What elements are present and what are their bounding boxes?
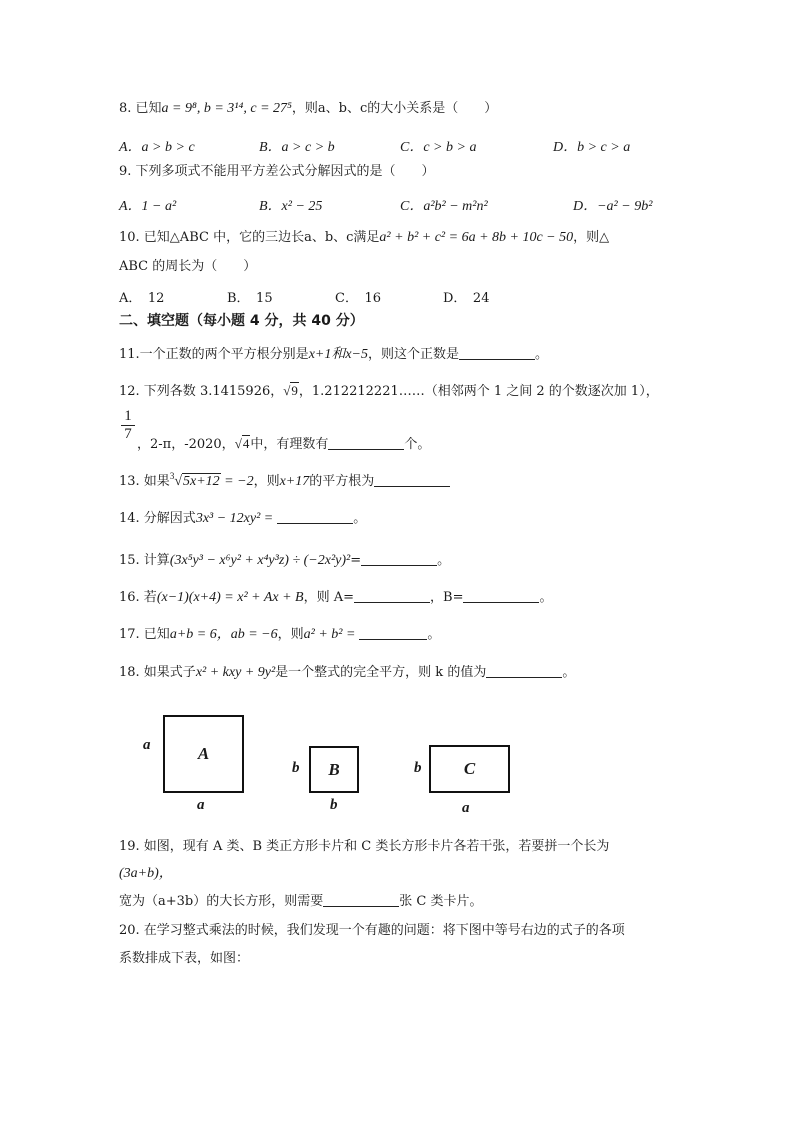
q10-stem: 10. 已知△ABC 中，它的三边长a、b、c满足a² + b² + c² = 6a + 8b + 10c − 50，则△ [119,230,610,245]
q18: 18. 如果式子x² + kxy + 9y²是一个整式的完全平方，则 k 的值为 。 [119,665,576,680]
q8-option-a: A．a > b > c [119,140,195,155]
card-c: C [429,745,510,793]
q10-option-a: A． 12 [119,291,165,306]
card-b-bottom-label: b [330,797,338,813]
q12-line2: ，2-π，-2020，√4中，有理数有 个。 [137,436,431,452]
section-title: 二、填空题（每小题 4 分，共 40 分） [119,313,364,329]
answer-blank[interactable] [277,511,353,524]
answer-blank[interactable] [374,474,450,487]
q10-option-c: C． 16 [335,291,381,306]
q8-stem: 8. 已知a = 9⁸, b = 3¹⁴, c = 27⁵，则a、b、c的大小关系是（ ） [119,101,498,116]
card-a: A [163,715,244,793]
answer-blank[interactable] [486,665,562,678]
q17: 17. 已知a+b = 6，ab = −6，则a² + b² = 。 [119,627,441,642]
q14: 14. 分解因式3x³ − 12xy² = 。 [119,511,367,526]
q19-line1: 19. 如图，现有 A 类、B 类正方形卡片和 C 类长方形卡片各若干张，若要拼一个长为 [119,839,610,854]
answer-blank[interactable] [359,627,427,640]
card-c-bottom-label: a [462,800,470,816]
card-c-left-label: b [414,760,422,776]
card-b-left-label: b [292,760,300,776]
q19-line2: (3a+b)， [119,866,173,881]
q10-math: a² + b² + c² = 6a + 8b + 10c − 50 [379,230,574,245]
q9-option-b: B．x² − 25 [259,199,323,214]
q9-stem: 9. 下列多项式不能用平方差公式分解因式的是（ ） [119,164,435,179]
q10-option-b: B． 15 [227,291,273,306]
q16: 16. 若(x−1)(x+4) = x² + Ax + B，则 A= ，B= 。 [119,590,553,605]
answer-blank[interactable] [361,553,437,566]
answer-blank[interactable] [459,347,535,360]
q11: 11.一个正数的两个平方根分别是x+1和x−5，则这个正数是 。 [119,347,549,362]
q8-option-c: C．c > b > a [400,140,477,155]
q8-option-b: B．a > c > b [259,140,335,155]
sqrt-9: √9 [283,383,298,398]
sqrt-4: √4 [234,436,250,451]
q19-line3: 宽为（a+3b）的大长方形，则需要 张 C 类卡片。 [119,894,483,909]
cube-root: $^3$√5x+12 = −2 [169,471,254,489]
card-b: B [309,746,359,793]
fraction-one-seventh: 1 7 [121,408,135,443]
answer-blank[interactable] [323,894,399,907]
q9-option-d: D．−a² − 9b² [573,199,653,214]
q20-line2: 系数排成下表，如图： [119,951,250,966]
answer-blank[interactable] [328,437,404,450]
q8-option-d: D．b > c > a [553,140,631,155]
answer-blank[interactable] [354,590,430,603]
q8-math: a = 9⁸, b = 3¹⁴, c = 27⁵ [161,101,292,116]
card-a-bottom-label: a [197,797,205,813]
q10-stem-line2: ABC 的周长为（ ） [119,259,257,274]
q13: 13. 如果$^3$√5x+12 = −2，则x+17的平方根为 [119,474,450,491]
q20-line1: 20. 在学习整式乘法的时候，我们发现一个有趣的问题：将下图中等号右边的式子的各项 [119,923,625,938]
q15: 15. 计算(3x⁵y³ − x⁶y² + x⁴y³z) ÷ (−2x²y)²= 。 [119,553,451,568]
answer-blank[interactable] [463,590,539,603]
q12-line1: 12. 下列各数 3.1415926，√9，1.212212221……（相邻两个 1 之间 2 的个数逐次加 1）， [119,383,659,399]
q9-option-a: A．1 − a² [119,199,177,214]
q10-option-d: D． 24 [443,291,490,306]
card-a-left-label: a [143,737,151,753]
q9-option-c: C．a²b² − m²n² [400,199,488,214]
